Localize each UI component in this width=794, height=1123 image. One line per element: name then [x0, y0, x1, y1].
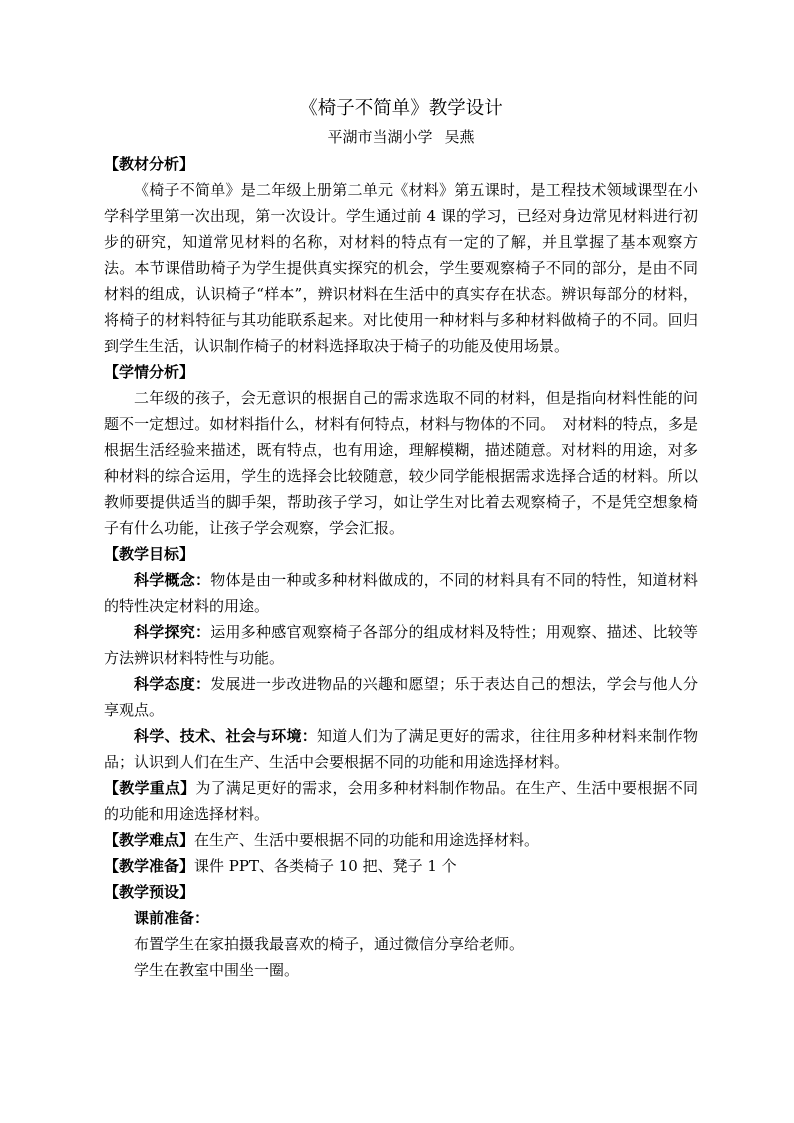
goal-concept	[104, 567, 698, 619]
difficulties-text: 在生产、生活中要根据不同的功能和用途选择材料。	[194, 831, 540, 849]
student-analysis-heading: 【学情分析】	[104, 363, 195, 381]
goals-heading: 【教学目标】	[104, 545, 195, 563]
preparation	[104, 853, 698, 879]
goal-attitude	[104, 671, 698, 723]
key-points	[104, 775, 698, 827]
preset-heading: 【教学预设】	[104, 883, 195, 901]
key-points-heading: 【教学重点】	[104, 779, 196, 797]
author-line	[104, 125, 698, 149]
difficulties-heading: 【教学难点】	[104, 831, 195, 849]
school-name: 平湖市当湖小学	[327, 128, 433, 146]
goal-attitude-text: 发展进一步改进物品的兴趣和愿望；乐于表达自己的想法，学会与他人分享观点。	[104, 675, 698, 719]
goal-stse	[104, 723, 698, 775]
material-analysis-heading: 【教材分析】	[104, 155, 195, 173]
preset-subheading: 课前准备：	[134, 909, 210, 927]
document-title: 《椅子不简单》教学设计	[299, 98, 503, 119]
difficulties	[104, 827, 698, 853]
goal-attitude-label: 科学态度：	[134, 675, 211, 693]
material-analysis-text: 《椅子不简单》是二年级上册第二单元《材料》第五课时，是工程技术领域课型在小学科学里第一次出现，第一次设计。学生通过前 4 课的学习，已经对身边常见材料进行初步的研究，知道常见材料的名称，对材料的特点有一定的了解，并且掌握了基本观察方法。本节课借助椅子为学生提供真实探究的机会，学生要观察椅子不同的部分，是由不同材料的组成，认识椅子“样本”，辨识材料在生活中的真实存在状态。辨识每部分的材料，将椅子的材料特征与其功能联系起来。对比使用一种材料与多种材料做椅子的不同。回归到学生生活，认识制作椅子的材料选择取决于椅子的功能及使用场景。	[104, 181, 698, 355]
document-page	[104, 96, 698, 983]
key-points-text: 为了满足更好的需求，会用多种材料制作物品。在生产、生活中要根据不同的功能和用途选择材料。	[104, 779, 698, 823]
preparation-heading: 【教学准备】	[104, 857, 195, 875]
preset-line-2: 学生在教室中围坐一圈。	[134, 961, 300, 979]
student-analysis-text: 二年级的孩子，会无意识的根据自己的需求选取不同的材料，但是指向材料性能的问题不一定想过。如材料指什么，材料有何特点，材料与物体的不同。 对材料的特点，多是根据生活经验来描述，既有特点，也有用途，理解模糊，描述随意。对材料的用途，对多种材料的综合运用，学生的选择会比较随意，较少同学能根据需求选择合适的材料。所以教师要提供适当的脚手架，帮助孩子学习，如让学生对比着去观察椅子，不是凭空想象椅子有什么功能，让孩子学会观察，学会汇报。	[104, 389, 698, 537]
goal-inquiry-text: 运用多种感官观察椅子各部分的组成材料及特性；用观察、描述、比较等方法辨识材料特性与功能。	[104, 623, 698, 667]
goal-inquiry	[104, 619, 698, 671]
goal-concept-text: 物体是由一种或多种材料做成的，不同的材料具有不同的特性，知道材料的特性决定材料的用途。	[104, 571, 698, 615]
goal-inquiry-label: 科学探究：	[134, 623, 211, 641]
preparation-text: 课件 PPT、各类椅子 10 把、凳子 1 个	[194, 857, 457, 875]
goal-concept-label: 科学概念：	[134, 571, 211, 589]
author-name: 吴燕	[444, 128, 475, 146]
preset-line-1: 布置学生在家拍摄我最喜欢的椅子，通过微信分享给老师。	[134, 935, 525, 953]
goal-stse-text: 知道人们为了满足更好的需求，往往用多种材料来制作物品；认识到人们在生产、生活中会要根据不同的功能和用途选择材料。	[104, 727, 698, 771]
goal-stse-label: 科学、技术、社会与环境：	[134, 727, 317, 745]
